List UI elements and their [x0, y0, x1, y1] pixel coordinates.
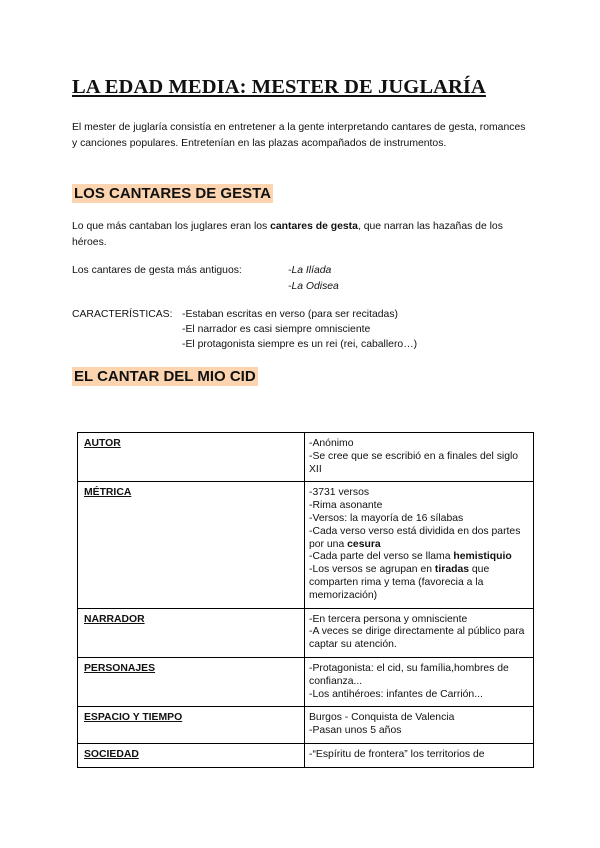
value-line — [309, 526, 529, 552]
row-key-autor: AUTOR — [78, 433, 305, 482]
value-line: -Protagonista: el cid, su família,hombres de confianza... — [309, 662, 509, 687]
mio-cid-table — [77, 432, 534, 768]
value-line: -Los antihéroes: infantes de Carrión... — [309, 688, 483, 700]
cantares-paragraph — [72, 219, 528, 250]
value-line: -A veces se dirige directamente al público para captar su atención. — [309, 626, 525, 651]
cantares-text-post: , que narran las hazañas de los héroes. — [72, 221, 503, 248]
table-row — [78, 608, 534, 657]
value-text: -Cada verso verso está dividida en dos partes por una — [309, 525, 521, 550]
characteristic-item: -El protagonista siempre es un rei (rei, caballero…) — [182, 339, 418, 350]
row-key-sociedad: SOCIEDAD — [78, 743, 305, 767]
intro-paragraph: El mester de juglaría consistía en entretener a la gente interpretando cantares de gesta, romances y canciones populares. Entretenían en las plazas acompañados de instrumentos. — [72, 122, 526, 149]
oldest-item-iliada: -La Ilíada — [288, 265, 332, 276]
value-text: que comparten rima y tema (favorecia a la memorización) — [309, 564, 490, 601]
value-line — [309, 564, 529, 602]
value-line: -Pasan unos 5 años — [309, 725, 402, 737]
row-value-autor — [305, 433, 534, 482]
page-title: LA EDAD MEDIA: MESTER DE JUGLARÍA — [72, 76, 486, 98]
table-row — [78, 707, 534, 744]
row-value-espacio-tiempo — [305, 707, 534, 744]
value-line — [309, 551, 529, 564]
value-line: -Anónimo — [309, 438, 354, 449]
row-value-narrador — [305, 608, 534, 657]
value-text-bold: hemistiquio — [453, 551, 512, 563]
section-heading-mio-cid: EL CANTAR DEL MIO CID — [74, 368, 256, 385]
value-text-bold: tiradas — [434, 564, 469, 576]
row-key-personajes: PERSONAJES — [78, 657, 305, 706]
value-line: -“Espíritu de frontera” los territorios de — [309, 748, 485, 760]
value-line: -Se cree que se escribió en a finales del siglo XII — [309, 450, 519, 475]
value-line: Burgos - Conquista de Valencia — [309, 712, 455, 724]
value-line: -Rima asonante — [309, 500, 383, 512]
oldest-label: Los cantares de gesta más antiguos: — [72, 265, 242, 276]
value-line: -Versos: la mayoría de 16 sílabas — [309, 512, 464, 524]
value-text: -Cada parte del verso se llama — [309, 551, 454, 563]
characteristics-label: CARACTERÍSTICAS: — [72, 309, 173, 320]
row-key-narrador: NARRADOR — [78, 608, 305, 657]
table-row — [78, 433, 534, 482]
characteristic-item: -El narrador es casi siempre omnisciente — [182, 324, 371, 335]
value-text: -Los versos se agrupan en — [309, 564, 435, 576]
row-key-espacio-tiempo: ESPACIO Y TIEMPO — [78, 707, 305, 744]
section-heading-cantares: LOS CANTARES DE GESTA — [74, 185, 271, 202]
row-value-metrica — [305, 482, 534, 608]
table-row — [78, 743, 534, 767]
table-row — [78, 482, 534, 608]
row-value-sociedad — [305, 743, 534, 767]
cantares-text-bold: cantares de gesta — [270, 221, 358, 232]
oldest-item-odisea: -La Odisea — [288, 281, 339, 292]
value-text-bold: cesura — [347, 538, 381, 550]
row-key-metrica: MÉTRICA — [78, 482, 305, 608]
value-line: -3731 versos — [309, 487, 370, 499]
characteristic-item: -Estaban escritas en verso (para ser recitadas) — [182, 309, 398, 320]
table-row — [78, 657, 534, 706]
cantares-text-pre: Lo que más cantaban los juglares eran los — [72, 221, 271, 232]
row-value-personajes — [305, 657, 534, 706]
value-line: -En tercera persona y omnisciente — [309, 613, 468, 625]
